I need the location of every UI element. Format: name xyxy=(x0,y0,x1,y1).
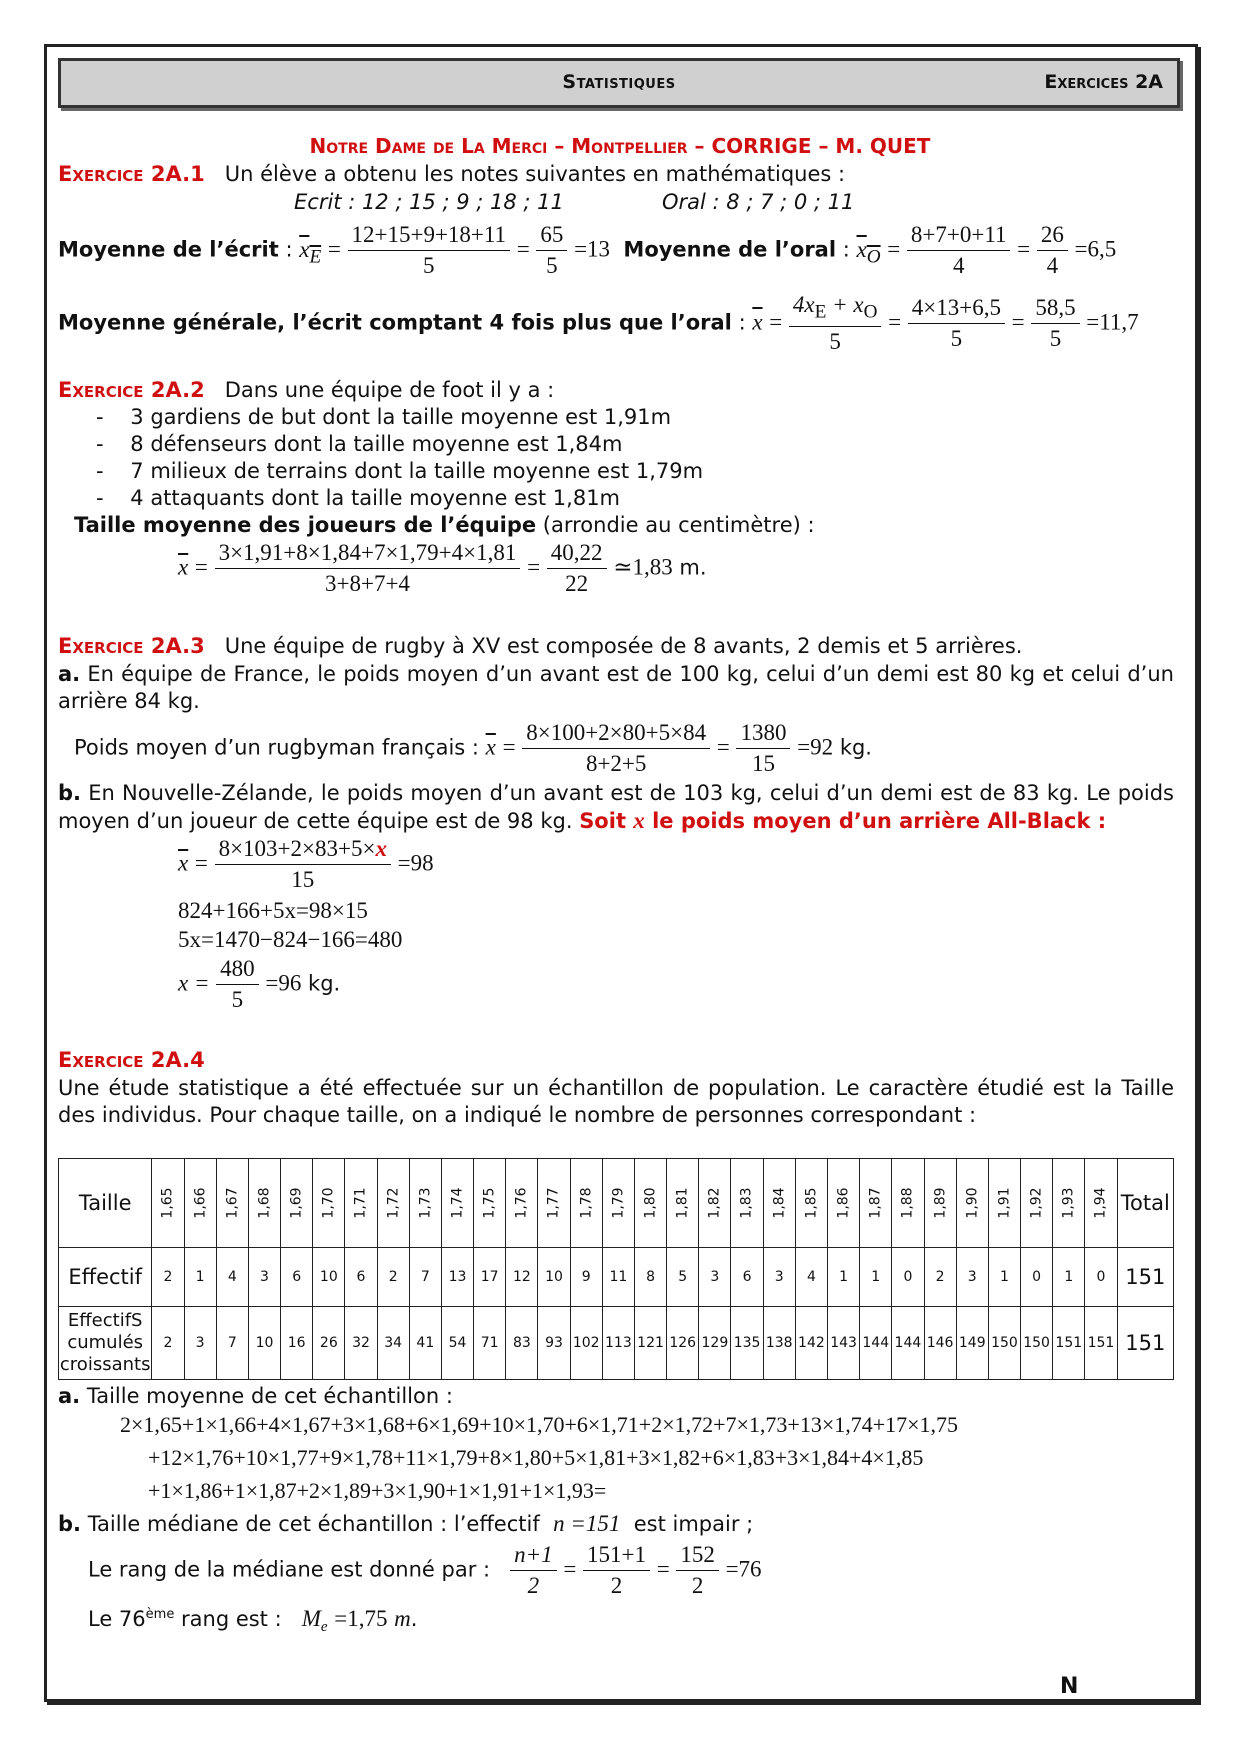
table-cell-cumule: 144 xyxy=(892,1307,924,1380)
table-total-header: Total xyxy=(1117,1159,1173,1248)
fraction-rang-2: $\frac{151+1}{2}$ xyxy=(583,1542,650,1599)
table-cell-size: 1,79 xyxy=(602,1159,634,1248)
result-ecrit: =13 xyxy=(574,236,611,262)
table-cell-effectif: 0 xyxy=(892,1248,924,1307)
fraction-rang-3: $\frac{152}{2}$ xyxy=(676,1542,719,1599)
table-cell-size: 1,87 xyxy=(860,1159,892,1248)
table-cell-cumule: 2 xyxy=(152,1307,184,1380)
equals: = xyxy=(1017,236,1031,262)
table-cell-effectif: 2 xyxy=(924,1248,956,1307)
equals: = xyxy=(1011,309,1025,335)
fraction-ecrit-sum: $\frac{65}{5}$ xyxy=(536,222,567,279)
ex2-list-item: - 7 milieux de terrains dont la taille moyenne est 1,79m xyxy=(96,459,704,483)
table-cell-size: 1,83 xyxy=(731,1159,763,1248)
fraction-generale-1: $\frac{4x_E + x_O}{5}$ xyxy=(789,292,882,355)
table-cell-effectif: 3 xyxy=(763,1248,795,1307)
fraction-arriere: $\frac{480}{5}$ xyxy=(216,956,259,1013)
ex1-generale-row xyxy=(58,292,1139,355)
ex2-intro: Dans une équipe de foot il y a : xyxy=(224,378,555,402)
fraction-taille: $\frac{3\times 1,91+8\times 1,84+7\times 1,79+4\times 1,81}{3+8+7+4}$ xyxy=(215,540,521,597)
table-cell-size: 1,77 xyxy=(538,1159,570,1248)
table-cell-effectif: 7 xyxy=(409,1248,441,1307)
table-cell-effectif: 6 xyxy=(731,1248,763,1307)
table-cell-effectif: 10 xyxy=(538,1248,570,1307)
result-oral: =6,5 xyxy=(1074,236,1117,262)
ex2-question: Taille moyenne des joueurs de l’équipe (arrondie au centimètre) : xyxy=(74,513,815,537)
ex4-a-line-1: 2×1,65+1×1,66+4×1,67+3×1,68+6×1,69+10×1,70+6×1,71+2×1,72+7×1,73+13×1,74+17×1,75 xyxy=(120,1412,959,1437)
table-cell-effectif: 3 xyxy=(248,1248,280,1307)
table-cell-size: 1,82 xyxy=(699,1159,731,1248)
table-cell-size: 1,90 xyxy=(956,1159,988,1248)
table-cell-size: 1,71 xyxy=(345,1159,377,1248)
table-cell-effectif: 17 xyxy=(474,1248,506,1307)
table-cell-cumule: 10 xyxy=(248,1307,280,1380)
ex3-label: Exercice 2A.3 xyxy=(58,634,205,658)
fraction-generale-3: $\frac{58,5}{5}$ xyxy=(1031,295,1079,352)
ex3-a-formula: Poids moyen d’un rugbyman français : $\overline{x}$ = $\frac{8\times 100+2\times 80+5\times 84}{8+2+5}$ = $\frac{1380}{15}$ =92 kg. xyxy=(74,720,872,776)
table-cell-effectif: 6 xyxy=(281,1248,313,1307)
table-cell-size: 1,69 xyxy=(281,1159,313,1248)
ex3-intro: Une équipe de rugby à XV est composée de 8 avants, 2 demis et 5 arrières. xyxy=(224,634,1023,658)
table-cell-effectif: 3 xyxy=(699,1248,731,1307)
colon: : xyxy=(738,310,746,335)
table-cell-size: 1,88 xyxy=(892,1159,924,1248)
table-cell-cumule: 121 xyxy=(634,1307,666,1380)
ex4-a-line-2: +12×1,76+10×1,77+9×1,78+11×1,79+8×1,80+5×1,81+3×1,82+6×1,83+3×1,84+4×1,85 xyxy=(148,1445,924,1470)
table-cell-cumule: 113 xyxy=(602,1307,634,1380)
row-head-effectif: Effectif xyxy=(59,1248,152,1307)
fraction-poids-fr: $\frac{8\times 100+2\times 80+5\times 84}{8+2+5}$ xyxy=(522,720,710,777)
table-cell-size: 1,66 xyxy=(184,1159,216,1248)
table-cell-size: 1,76 xyxy=(506,1159,538,1248)
table-cell-cumule: 144 xyxy=(860,1307,892,1380)
table-cell-cumule: 142 xyxy=(795,1307,827,1380)
table-cell-size: 1,91 xyxy=(988,1159,1020,1248)
table-cell-effectif: 8 xyxy=(634,1248,666,1307)
table-cell-effectif: 0 xyxy=(1085,1248,1117,1307)
ex2-list-item: - 3 gardiens de but dont la taille moyenne est 1,91m xyxy=(96,405,672,429)
table-cell-effectif: 2 xyxy=(377,1248,409,1307)
table-cell-effectif: 4 xyxy=(216,1248,248,1307)
table-cell-cumule: 3 xyxy=(184,1307,216,1380)
ex3-b-question: Soit x le poids moyen d’un arrière All-Black : xyxy=(579,808,1107,833)
table-cell-effectif: 1 xyxy=(1053,1248,1085,1307)
table-cell-effectif: 2 xyxy=(152,1248,184,1307)
ex2-formula: $\overline{x}$ = $\frac{3\times 1,91+8\times 1,84+7\times 1,79+4\times 1,81}{3+8+7+4}$ = $\frac{40,22}{22}$ ≃1,83 m. xyxy=(178,540,707,596)
table-cell-size: 1,65 xyxy=(152,1159,184,1248)
table-cell-cumule: 7 xyxy=(216,1307,248,1380)
ex1-heading xyxy=(58,162,845,186)
table-cell-cumule: 32 xyxy=(345,1307,377,1380)
result-generale: =11,7 xyxy=(1086,309,1139,335)
table-cell-size: 1,74 xyxy=(441,1159,473,1248)
moy-ecrit-label: Moyenne de l’écrit xyxy=(58,237,279,262)
equals: = xyxy=(888,309,902,335)
fraction-oral-sum: $\frac{26}{4}$ xyxy=(1037,222,1068,279)
table-cell-effectif: 13 xyxy=(441,1248,473,1307)
ex2-heading xyxy=(58,378,554,402)
header-title: Statistiques xyxy=(562,71,676,93)
ex4-intro: Une étude statistique a été effectuée sur un échantillon de population. Le caractère étudié est la Taille des individus. Pour chaque taille, on a indiqué le nombre de personnes correspondant : xyxy=(58,1076,1174,1127)
ex3-b-equation-1: $\overline{x}$ = $\frac{8\times 103+2\times 83+5\times x}{15}$ =98 xyxy=(178,836,434,892)
ex2-list-item: - 4 attaquants dont la taille moyenne est 1,81m xyxy=(96,486,621,510)
table-cell-size: 1,85 xyxy=(795,1159,827,1248)
table-cell-effectif: 6 xyxy=(345,1248,377,1307)
table-cell-effectif: 12 xyxy=(506,1248,538,1307)
ex4-part-b: b. Taille médiane de cet échantillon : l’effectif n =151 est impair ; xyxy=(58,1511,754,1536)
ex3-part-a: a. En équipe de France, le poids moyen d’un avant est de 100 kg, celui d’un demi est 80 kg et celui d’un arrière 84 kg. xyxy=(58,662,1174,713)
table-cell-cumule: 71 xyxy=(474,1307,506,1380)
fraction-poids-fr-result: $\frac{1380}{15}$ xyxy=(736,720,790,777)
table-cell-cumule: 34 xyxy=(377,1307,409,1380)
table-cell-size: 1,94 xyxy=(1085,1159,1117,1248)
ex3-b-equation-4: x = $\frac{480}{5}$ =96 kg. xyxy=(178,956,341,1012)
table-cell-size: 1,84 xyxy=(763,1159,795,1248)
school-line: Notre Dame de La Merci – Montpellier – CORRIGE – M. QUET xyxy=(309,134,931,158)
ex3-b-equation-2: 824+166+5x=98×15 xyxy=(178,898,368,923)
table-cell-effectif: 5 xyxy=(667,1248,699,1307)
table-total-effectif: 151 xyxy=(1117,1248,1173,1307)
ex1-oral: Oral : 8 ; 7 ; 0 ; 11 xyxy=(662,190,855,214)
table-cell-size: 1,67 xyxy=(216,1159,248,1248)
fraction-poids-nz: $\frac{8\times 103+2\times 83+5\times x}{15}$ xyxy=(215,836,391,893)
table-cell-effectif: 11 xyxy=(602,1248,634,1307)
ex4-part-a: a. Taille moyenne de cet échantillon : xyxy=(58,1384,453,1408)
frequency-table xyxy=(58,1158,1174,1380)
table-cell-cumule: 41 xyxy=(409,1307,441,1380)
xo-symbol: $x_O$ xyxy=(856,236,881,268)
table-cell-effectif: 1 xyxy=(988,1248,1020,1307)
table-cell-size: 1,89 xyxy=(924,1159,956,1248)
table-cell-size: 1,78 xyxy=(570,1159,602,1248)
x-bar: $\overline{x}$ xyxy=(752,309,763,335)
table-cell-effectif: 10 xyxy=(313,1248,345,1307)
table-cell-cumule: 93 xyxy=(538,1307,570,1380)
ex1-intro: Un élève a obtenu les notes suivantes en mathématiques : xyxy=(224,162,846,186)
table-cell-cumule: 138 xyxy=(763,1307,795,1380)
table-cell-cumule: 135 xyxy=(731,1307,763,1380)
table-cell-size: 1,93 xyxy=(1053,1159,1085,1248)
xe-symbol: $x_E$ xyxy=(299,236,322,268)
table-cell-size: 1,92 xyxy=(1021,1159,1053,1248)
table-cell-effectif: 1 xyxy=(184,1248,216,1307)
table-cell-cumule: 26 xyxy=(313,1307,345,1380)
equals: = xyxy=(769,309,783,335)
table-cell-size: 1,72 xyxy=(377,1159,409,1248)
ex4-a-line-3: +1×1,86+1×1,87+2×1,89+3×1,90+1×1,91+1×1,93= xyxy=(148,1478,607,1503)
page-header xyxy=(58,58,1180,108)
ex1-label: Exercice 2A.1 xyxy=(58,162,205,186)
colon: : xyxy=(285,237,293,262)
table-cell-size: 1,68 xyxy=(248,1159,280,1248)
table-cell-cumule: 16 xyxy=(281,1307,313,1380)
table-cell-cumule: 102 xyxy=(570,1307,602,1380)
table-cell-cumule: 83 xyxy=(506,1307,538,1380)
fraction-taille-result: $\frac{40,22}{22}$ xyxy=(547,540,607,597)
table-cell-cumule: 143 xyxy=(827,1307,859,1380)
table-cell-size: 1,75 xyxy=(474,1159,506,1248)
footer-mark: N xyxy=(1060,1674,1079,1699)
row-head-cumules: EffectifS cumulés croissants xyxy=(59,1307,152,1380)
table-cell-size: 1,73 xyxy=(409,1159,441,1248)
table-cell-cumule: 126 xyxy=(667,1307,699,1380)
moy-oral-label: Moyenne de l’oral xyxy=(623,237,837,262)
equals: = xyxy=(887,236,901,262)
fraction-oral: $\frac{8+7+0+11}{4}$ xyxy=(907,222,1011,279)
ex3-part-b: b. En Nouvelle-Zélande, le poids moyen d’un avant est de 103 kg, celui d’un demi est de 83 kg. Le poids moyen d’un joueur de cette équipe est de 98 kg. Soit x le poids moyen d’un arrière All-Black : xyxy=(58,781,1174,833)
table-cell-effectif: 1 xyxy=(860,1248,892,1307)
equals: = xyxy=(516,236,530,262)
ex1-ecrit: Ecrit : 12 ; 15 ; 9 ; 18 ; 11 xyxy=(294,190,564,214)
table-cell-size: 1,86 xyxy=(827,1159,859,1248)
table-cell-effectif: 1 xyxy=(827,1248,859,1307)
fraction-rang: $\frac{n+1}{2}$ xyxy=(510,1542,557,1599)
table-row-effectif xyxy=(59,1248,1174,1307)
table-cell-cumule: 146 xyxy=(924,1307,956,1380)
table-cell-effectif: 0 xyxy=(1021,1248,1053,1307)
ex4-b-mediane: Le 76ème rang est : $M_e =1,75$ m. xyxy=(88,1606,418,1636)
table-cell-cumule: 149 xyxy=(956,1307,988,1380)
table-cell-effectif: 4 xyxy=(795,1248,827,1307)
ex2-label: Exercice 2A.2 xyxy=(58,378,205,402)
equals: = xyxy=(327,236,341,262)
table-total-cumule: 151 xyxy=(1117,1307,1173,1380)
table-cell-size: 1,70 xyxy=(313,1159,345,1248)
ex4-label: Exercice 2A.4 xyxy=(58,1048,205,1072)
table-cell-cumule: 150 xyxy=(988,1307,1020,1380)
row-head-taille: Taille xyxy=(59,1159,152,1248)
table-cell-cumule: 151 xyxy=(1085,1307,1117,1380)
fraction-ecrit: $\frac{12+15+9+18+11}{5}$ xyxy=(348,222,511,279)
ex4-heading xyxy=(58,1048,205,1072)
table-cell-size: 1,81 xyxy=(667,1159,699,1248)
ex4-b-rang: Le rang de la médiane est donné par : $\frac{n+1}{2}$ = $\frac{151+1}{2}$ = $\frac{152}{2}$ =76 xyxy=(88,1542,762,1598)
ex1-moyennes-row xyxy=(58,222,1116,279)
ex3-heading xyxy=(58,634,1022,658)
header-exercise-set: Exercices 2A xyxy=(1044,71,1163,93)
table-row-cumules xyxy=(59,1307,1174,1380)
table-cell-effectif: 3 xyxy=(956,1248,988,1307)
table-cell-size: 1,80 xyxy=(634,1159,666,1248)
table-row-taille xyxy=(59,1159,1174,1248)
table-cell-cumule: 54 xyxy=(441,1307,473,1380)
table-cell-cumule: 151 xyxy=(1053,1307,1085,1380)
generale-label: Moyenne générale, l’écrit comptant 4 fois plus que l’oral xyxy=(58,310,732,335)
fraction-generale-2: $\frac{4\times 13+6,5}{5}$ xyxy=(908,295,1005,352)
ex2-list-item: - 8 défenseurs dont la taille moyenne est 1,84m xyxy=(96,432,623,456)
colon: : xyxy=(842,237,850,262)
table-cell-effectif: 9 xyxy=(570,1248,602,1307)
ex3-b-equation-3: 5x=1470−824−166=480 xyxy=(178,927,403,952)
table-cell-cumule: 129 xyxy=(699,1307,731,1380)
table-cell-cumule: 150 xyxy=(1021,1307,1053,1380)
